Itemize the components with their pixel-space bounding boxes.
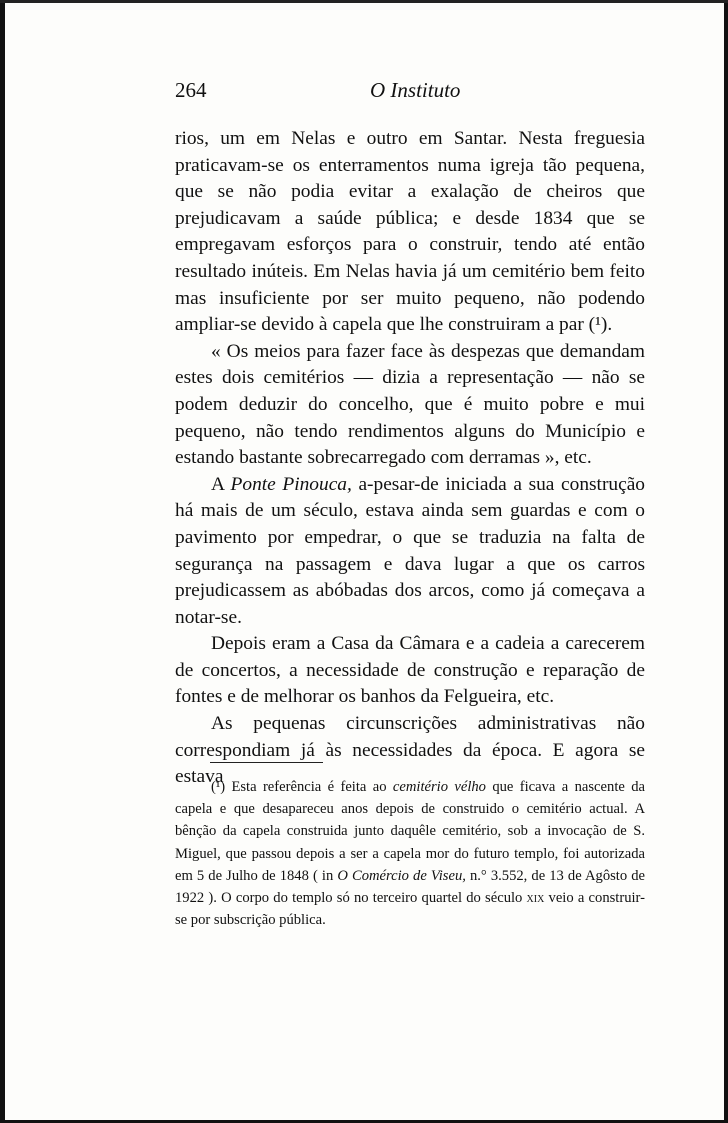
- page-header: [175, 78, 645, 104]
- ponte-pinouca-italic: Ponte Pinouca,: [230, 473, 352, 495]
- footnote: [175, 776, 645, 931]
- paragraph-3-start: A: [211, 473, 231, 495]
- footnote-italic-2: O Comércio de Viseu,: [337, 867, 466, 884]
- scan-border-top: [0, 0, 728, 3]
- footnote-1: [175, 776, 645, 931]
- footnote-text-3: n.° 3.552, de 13 de Agôsto de 1922 ). O corpo do templo só no terceiro quartel do século: [175, 867, 645, 907]
- footnote-text-4: veio a construir-se por subscrição pública.: [175, 890, 645, 929]
- footnote-text-2: que ficava a nascente da capela e que desapareceu anos depois de construido o cemitério actual. A bênção da capela construida junto daquêle cemitério, sob a invocação de S. Miguel, que passou depois a ser a capela mor do futuro templo, foi autorizada em 5 de Julho de 1848 ( in: [175, 779, 645, 884]
- page-number: 264: [175, 78, 207, 102]
- paragraph-5: As pequenas circunscrições administrativas não correspondiam já às necessidades da época. E agora se estava: [175, 713, 645, 788]
- footnote-smallcaps: xix: [526, 890, 545, 907]
- body-text: [175, 126, 645, 791]
- footnote-divider: [210, 762, 323, 763]
- running-title: O Instituto: [370, 78, 461, 102]
- footnote-italic-1: cemitério vélho: [392, 779, 486, 795]
- scan-border-left: [0, 0, 5, 1123]
- paragraph-2: « Os meios para fazer face às despezas que demandam estes dois cemitérios — dizia a representação — não se podem deduzir do concelho, que é muito pobre e mui pequeno, não tendo rendimentos alguns do Município e estando bastante sobrecarregado com derramas », etc.: [175, 340, 645, 469]
- paragraph-3: [175, 472, 645, 632]
- paragraph-4: Depois eram a Casa da Câmara e a cadeia a carecerem de concertos, a necessidade de construção e reparação de fontes e de melhorar os banhos da Felgueira, etc.: [175, 633, 645, 708]
- paragraph-3-rest: a-pesar-de iniciada a sua construção há mais de um século, estava ainda sem guardas e com o pavimento por empedrar, o que se traduzia na falta de segurança na passagem e dava lugar a que os carros prejudicassem as abóbadas dos arcos, como já começava a notar-se.: [175, 473, 646, 628]
- scan-border-right: [724, 0, 728, 1123]
- paragraph-1: rios, um em Nelas e outro em Santar. Nesta freguesia praticavam-se os enterramentos numa igreja tão pequena, que se não podia evitar a exalação de cheiros que prejudicavam a saúde pública; e desde 1834 que se empregavam esforços para o construir, tendo até então resultado inúteis. Em Nelas havia já um cemitério bem feito mas insuficiente por ser muito pequeno, não podendo ampliar-se devido à capela que lhe construiram a par (¹).: [175, 128, 645, 336]
- footnote-text-1: (¹) Esta referência é feita ao: [211, 779, 393, 795]
